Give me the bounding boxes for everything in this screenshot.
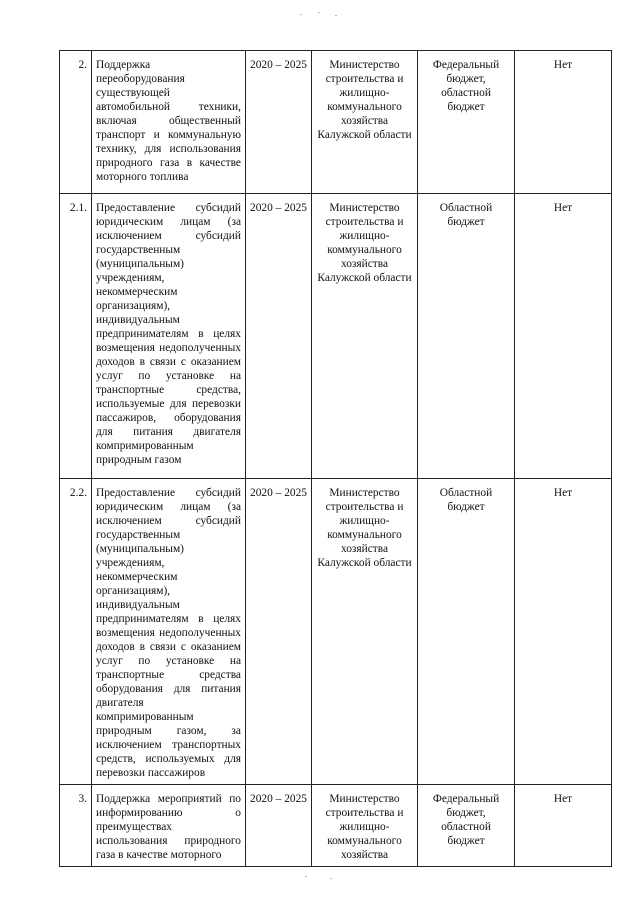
- measures-table: [59, 50, 612, 867]
- table-row: [60, 785, 612, 867]
- result-value: Нет: [515, 785, 612, 867]
- implementation-period: 2020 – 2025: [246, 785, 312, 867]
- scan-speck: [330, 878, 332, 879]
- funding-source: Областной бюджет: [418, 479, 515, 785]
- measure-name: Предоставление субсидий юридическим лицам (за исключением субсидий государственным (муниципальным) учреждениям, некоммерческим организациям), индивидуальным предпринимателям в целях возмещения недополученных доходов в связи с оказанием услуг по установке на транспортные средства, используемые для перевозки пассажиров, оборудования для питания двигателя компримированным природным газом: [92, 194, 246, 479]
- implementation-period: 2020 – 2025: [246, 479, 312, 785]
- scan-speck: [335, 15, 337, 16]
- responsible-executor: Министерство строительства и жилищно-коммунального хозяйства: [312, 785, 418, 867]
- implementation-period: 2020 – 2025: [246, 194, 312, 479]
- scan-speck: [300, 14, 302, 15]
- table-row: [60, 479, 612, 785]
- measure-name: Поддержка переоборудования существующей автомобильной техники, включая общественный транспорт и коммунальную технику, для использования природного газа в качестве моторного топлива: [92, 51, 246, 194]
- responsible-executor: Министерство строительства и жилищно-коммунального хозяйства Калужской области: [312, 479, 418, 785]
- result-value: Нет: [515, 194, 612, 479]
- row-number: 3.: [60, 785, 92, 867]
- row-number: 2.1.: [60, 194, 92, 479]
- measure-name: Поддержка мероприятий по информированию о преимуществах использования природного газа в качестве моторного: [92, 785, 246, 867]
- responsible-executor: Министерство строительства и жилищно-коммунального хозяйства Калужской области: [312, 51, 418, 194]
- scan-speck: [318, 12, 320, 13]
- table-row: [60, 194, 612, 479]
- row-number: 2.: [60, 51, 92, 194]
- result-value: Нет: [515, 51, 612, 194]
- responsible-executor: Министерство строительства и жилищно-коммунального хозяйства Калужской области: [312, 194, 418, 479]
- row-number: 2.2.: [60, 479, 92, 785]
- funding-source: Областной бюджет: [418, 194, 515, 479]
- measure-name: Предоставление субсидий юридическим лицам (за исключением субсидий государственным (муниципальным) учреждениям, некоммерческим организациям), индивидуальным предпринимателям в целях возмещения недополученных доходов в связи с оказанием услуг по установке на транспортные средства оборудования для питания двигателя компримированным природным газом, за исключением транспортных средств, используемых для перевозки пассажиров: [92, 479, 246, 785]
- table-row: [60, 51, 612, 194]
- implementation-period: 2020 – 2025: [246, 51, 312, 194]
- funding-source: Федеральный бюджет, областной бюджет: [418, 785, 515, 867]
- scan-speck: [305, 876, 307, 877]
- funding-source: Федеральный бюджет, областной бюджет: [418, 51, 515, 194]
- result-value: Нет: [515, 479, 612, 785]
